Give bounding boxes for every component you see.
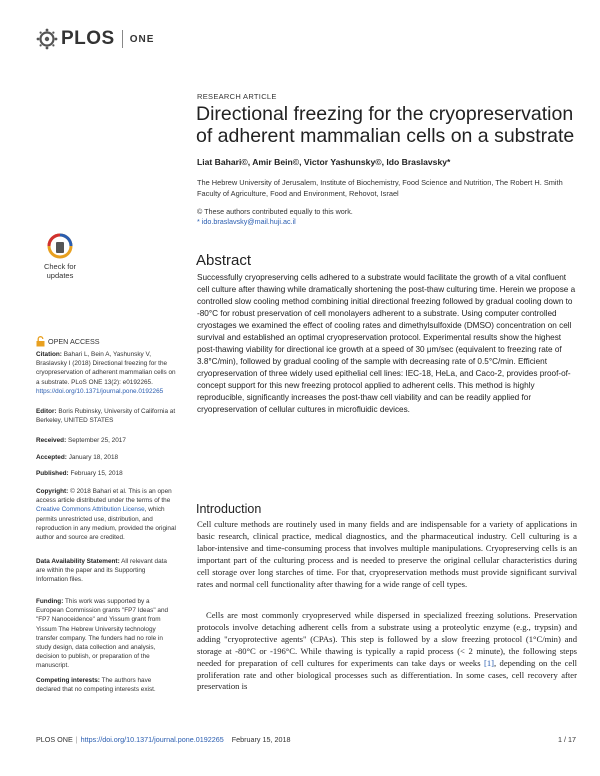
footer-journal: PLOS ONE (36, 735, 73, 744)
footer-date: February 15, 2018 (231, 735, 291, 744)
copyright-text-b: , which permits unrestricted use, distribution, and reproduction in any medium, provided the original author and source are credited. (36, 506, 176, 542)
competing-interests-text: The authors have declared that no competing interests exist. (36, 677, 156, 694)
citation-text: Bahari L, Bein A, Yashunsky V, Braslavsky I (2018) Directional freezing for the cryopreservation of adherent mammalian cells on a substrate. PLoS ONE 13(2): e0192265. (36, 351, 176, 386)
corresponding-email-link[interactable]: * ido.braslavsky@mail.huji.ac.il (197, 217, 296, 226)
published-block (36, 469, 176, 478)
published-label: Published: (36, 470, 69, 477)
abstract-heading: Abstract (196, 252, 252, 269)
logo-text: PLOS (61, 28, 115, 49)
badge-line-1: Check for (43, 262, 77, 271)
article-title: Directional freezing for the cryopreservation of adherent mammalian cells on a substrate (196, 103, 575, 147)
introduction-heading: Introduction (196, 502, 262, 516)
copyright-text-a: © 2018 Bahari et al. This is an open access article distributed under the terms of the (36, 488, 172, 505)
logo-divider (122, 30, 123, 48)
citation-label: Citation: (36, 351, 62, 358)
funding-label: Funding: (36, 598, 64, 605)
received-block (36, 436, 176, 445)
check-for-updates-badge[interactable] (36, 233, 84, 285)
received-date: September 25, 2017 (67, 437, 126, 444)
citation-block (36, 350, 176, 396)
received-label: Received: (36, 437, 67, 444)
accepted-label: Accepted: (36, 454, 67, 461)
funding-block (36, 597, 176, 671)
accepted-block (36, 453, 176, 462)
intro-paragraph-2-text-b: , depending on the cell proliferation rate and other biological processes such as differentiation. In some cases, cell recovery after preservation is (197, 657, 577, 692)
data-availability-label: Data Availability Statement: (36, 558, 120, 565)
author-list: Liat Bahari©, Amir Bein©, Victor Yashunsky©, Ido Braslavsky* (197, 157, 451, 167)
editor-text: Boris Rubinsky, University of California at Berkeley, UNITED STATES (36, 408, 176, 425)
editor-block (36, 407, 176, 425)
competing-interests-block (36, 676, 176, 694)
accepted-date: January 18, 2018 (68, 454, 119, 461)
citation-doi-link[interactable]: https://doi.org/10.1371/journal.pone.0192265 (36, 387, 164, 395)
copyright-block (36, 487, 176, 542)
published-date: February 15, 2018 (70, 470, 123, 477)
logo-subtext: ONE (129, 33, 155, 45)
page-number: 1 / 17 (558, 735, 576, 744)
intro-paragraph-2 (197, 610, 577, 693)
license-link[interactable]: Creative Commons Attribution License (36, 506, 145, 514)
affiliation: The Hebrew University of Jerusalem, Institute of Biochemistry, Food Science and Nutrition, The Robert H. Smith Faculty of Agriculture, Food and Environment, Rehovot, Israel (197, 178, 563, 198)
funding-text: This work was supported by a European Commission grants "FP7 Ideas" and "FP7 Nanoceidence" and Yissum grant from Yissum The Hebrew University technology transfer company. The funders had no role in study design, data collection and analysis, decision to publish, or preparation of the manuscript. (36, 598, 169, 670)
article-type: RESEARCH ARTICLE (197, 92, 277, 101)
footer-doi-link[interactable]: https://doi.org/10.1371/journal.pone.0192265 (80, 735, 224, 744)
badge-line-2: updates (46, 271, 74, 280)
competing-interests-label: Competing interests: (36, 677, 100, 684)
equal-contribution-note: © These authors contributed equally to this work. (197, 207, 353, 216)
copyright-label: Copyright: (36, 488, 69, 495)
open-lock-icon (36, 336, 45, 347)
footer-separator: | (75, 735, 78, 744)
footer-left (36, 735, 290, 744)
check-for-updates-icon (36, 233, 84, 285)
editor-label: Editor: (36, 408, 57, 415)
intro-paragraph-1: Cell culture methods are routinely used in many fields and are indispensable for a variety of applications in basic research, clinical practice, medical diagnostics, and the pharmaceutical industry. Cell culturing is a labor-intensive and time-consuming process that involves multiple manipulations. Cryopreserving cells is an important part of the culturing process and is needed to preserve the original cellular characteristics during cell storage over long starches of time. For that, cryopreservation methods must provide significant survival rates and normal cell functionality after thawing for a wide range of cell types. (197, 519, 577, 589)
page-footer (36, 735, 576, 744)
plos-logo-icon (36, 28, 58, 50)
data-availability-block (36, 557, 176, 585)
intro-paragraph-2-text-a: Cells are most commonly cryopreserved while dispersed in specialized freezing solutions. Preservation protocols involve detaching adherent cells from a substrate using a proteolytic enzyme (e.g., trypsin) and adding "cryoprotective agents" (CPAs). This step is followed by a slow freezing protocol (1°C/min) and storage at -80°C or -196°C. While thawing is typically a rapid process (< 2 minute), the following steps needed for preparation of cell cultures for experiments can take days or weeks (197, 610, 577, 668)
reference-link[interactable]: [1] (483, 657, 494, 668)
journal-logo[interactable] (36, 26, 154, 52)
abstract-text: Successfully cryopreserving cells adhered to a substrate would facilitate the growth of a vital confluent cell culture after thawing while dramatically shortening the post-thaw culturing time. Herein we propose a controlled slow cooling method combining initial directional freezing followed by gradual cooling down to -80°C for robust preservation of cell monolayers adherent to a substrate. Using computer controlled cryostages we examined the effect of cooling rates and dimethylsulfoxide (DMSO) concentration on cell survival and established an optimal cryopreservation protocol. Experimental results show the highest post-thawing viability for directional ice growth at a speed of 30 μm/sec (equivalent to freezing rate of 3.8°C/min), followed by gradual cooling of the sample with decreasing rate of 0.5°C/min. Efficient cryopreservation of three widely used epithelial cell lines: IEC-18, HeLa, and Caco-2, provides proof-of-concept support for this new freezing protocol applied to adherent cells. This method is highly reproducible, significantly increases the post-thaw cell viability and can be readily applied for cryopreservation of cellular cultures in microfluidic devices. (197, 273, 576, 414)
open-access-label (36, 336, 100, 347)
data-availability-text: All relevant data are within the paper and its Supporting Information files. (36, 558, 167, 584)
open-access-text: OPEN ACCESS (48, 337, 100, 346)
